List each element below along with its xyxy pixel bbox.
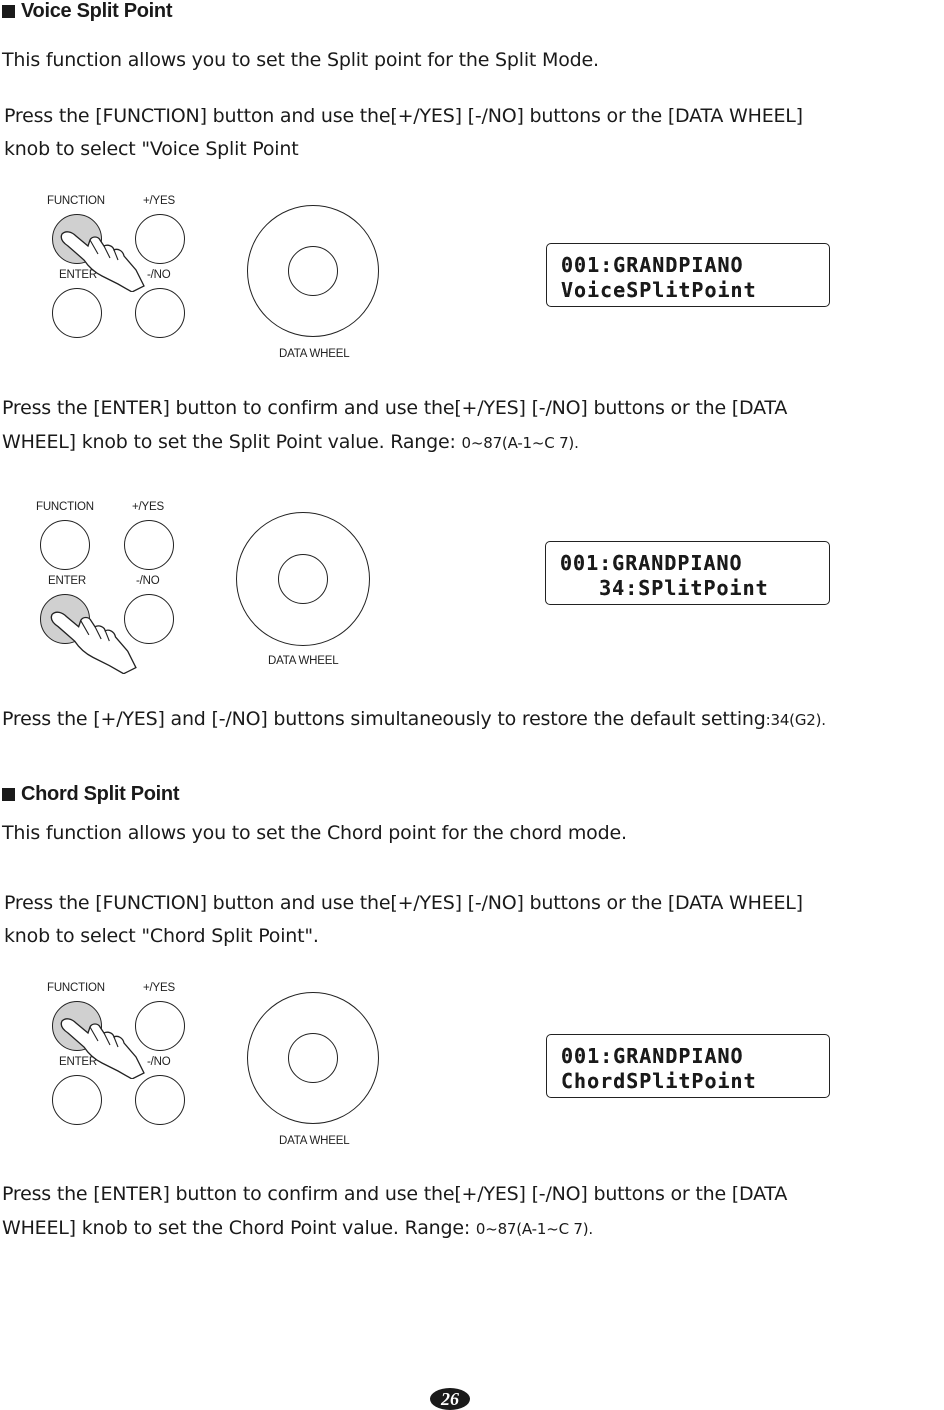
step-text	[2, 702, 826, 737]
step-text	[2, 1211, 593, 1246]
lcd-line-1: 001:GRANDPIANO	[560, 551, 743, 575]
yes-button[interactable]	[124, 520, 174, 570]
section-heading-chord-split	[2, 783, 179, 806]
data-wheel-hub	[288, 246, 338, 296]
bullet-square-icon	[2, 5, 15, 18]
pointing-hand-icon	[48, 606, 140, 674]
no-button[interactable]	[135, 288, 185, 338]
bullet-square-icon	[2, 788, 15, 801]
enter-button[interactable]	[52, 1075, 102, 1125]
lcd-line-1: 001:GRANDPIANO	[561, 1044, 744, 1068]
panel-figure	[0, 496, 944, 671]
enter-button[interactable]	[52, 288, 102, 338]
step-text: knob to select "Chord Split Point".	[4, 925, 319, 947]
data-wheel[interactable]	[236, 512, 370, 646]
step-text-main: WHEEL] knob to set the Split Point value. Range:	[2, 431, 462, 453]
enter-label: ENTER	[59, 269, 97, 281]
no-button[interactable]	[135, 1075, 185, 1125]
step-text: Press the [ENTER] button to confirm and use the[+/YES] [-/NO] buttons or the [DATA	[2, 1183, 788, 1205]
enter-label: ENTER	[59, 1056, 97, 1068]
panel-figure	[0, 977, 944, 1152]
lcd-line-2: VoiceSPlitPoint	[561, 278, 757, 302]
range-value: 0~87(A-1~C 7).	[461, 434, 579, 452]
function-label: FUNCTION	[47, 195, 105, 207]
default-value: :34(G2).	[765, 711, 826, 729]
enter-label: ENTER	[48, 575, 86, 587]
heading-text: Voice Split Point	[21, 0, 173, 22]
step-text-main: WHEEL] knob to set the Chord Point value. Range:	[2, 1217, 476, 1239]
heading-text: Chord Split Point	[21, 783, 180, 805]
step-text	[2, 425, 579, 460]
no-label: -/NO	[147, 1056, 171, 1068]
pointing-hand-icon	[58, 1013, 148, 1079]
lcd-display	[545, 541, 830, 605]
range-value: 0~87(A-1~C 7).	[475, 1220, 593, 1238]
yes-label: +/YES	[132, 501, 164, 513]
page-number: 26	[430, 1388, 470, 1410]
step-text: Press the [ENTER] button to confirm and use the[+/YES] [-/NO] buttons or the [DATA	[2, 397, 788, 419]
function-label: FUNCTION	[47, 982, 105, 994]
lcd-line-2: 34:SPlitPoint	[560, 576, 769, 600]
lcd-display	[546, 1034, 830, 1098]
data-wheel-label: DATA WHEEL	[279, 348, 350, 360]
intro-text: This function allows you to set the Chord point for the chord mode.	[2, 822, 627, 844]
step-text: knob to select "Voice Split Point	[4, 138, 299, 160]
step-text-main: Press the [+/YES] and [-/NO] buttons simultaneously to restore the default setting	[2, 708, 766, 730]
lcd-line-1: 001:GRANDPIANO	[561, 253, 744, 277]
yes-label: +/YES	[143, 982, 175, 994]
panel-figure	[0, 190, 944, 365]
data-wheel[interactable]	[247, 992, 379, 1124]
data-wheel-label: DATA WHEEL	[268, 655, 339, 667]
no-label: -/NO	[147, 269, 171, 281]
intro-text: This function allows you to set the Split point for the Split Mode.	[2, 49, 599, 71]
data-wheel-hub	[288, 1033, 338, 1083]
data-wheel-hub	[278, 554, 328, 604]
no-label: -/NO	[136, 575, 160, 587]
yes-label: +/YES	[143, 195, 175, 207]
lcd-line-2: ChordSPlitPoint	[561, 1069, 757, 1093]
function-button[interactable]	[40, 520, 90, 570]
pointing-hand-icon	[58, 226, 148, 292]
step-text: Press the [FUNCTION] button and use the[+/YES] [-/NO] buttons or the [DATA WHEEL]	[4, 892, 803, 914]
lcd-display	[546, 243, 830, 307]
data-wheel-label: DATA WHEEL	[279, 1135, 350, 1147]
data-wheel[interactable]	[247, 205, 379, 337]
section-heading-voice-split	[2, 0, 172, 23]
function-label: FUNCTION	[36, 501, 94, 513]
step-text: Press the [FUNCTION] button and use the[+/YES] [-/NO] buttons or the [DATA WHEEL]	[4, 105, 803, 127]
